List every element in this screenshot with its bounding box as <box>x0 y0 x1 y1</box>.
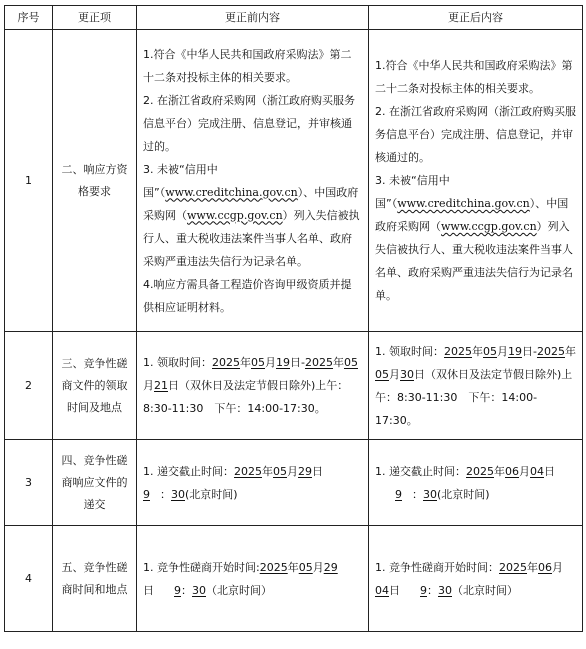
month: 05 <box>375 367 389 381</box>
hour <box>164 584 181 597</box>
year: 2025 <box>466 464 494 478</box>
paragraph <box>375 169 576 307</box>
year: 2025 <box>234 464 262 478</box>
month: 05 <box>343 356 358 369</box>
text: ： <box>160 487 171 501</box>
correction-item: 五、竞争性磋商时间和地点 <box>53 526 137 632</box>
text: 年 <box>564 344 576 358</box>
url-link[interactable]: www.ccgp.gov.cn <box>441 220 537 233</box>
day: 19 <box>276 356 290 369</box>
text: 1. 递交截止时间： <box>143 464 234 478</box>
paragraph: 1.符合《中华人民共和国政府采购法》第二十二条对投标主体的相关要求。 <box>375 59 573 95</box>
text: 1. 递交截止时间： <box>375 464 466 478</box>
text: ）、中国政府采购网（ <box>143 185 359 222</box>
url-link[interactable]: www.creditchina.gov.cn <box>165 185 298 199</box>
row-number: 1 <box>5 30 53 332</box>
text: 日（双休日及法定节假日除外)上午：8:30-11:30 下午：14:00-17:30。 <box>143 379 349 415</box>
url-link[interactable]: www.ccgp.gov.cn <box>187 208 283 222</box>
minute: 30 <box>171 487 185 501</box>
text: 日（双休日及法定节假日除外)上午：8:30-11:30 下午：14:00-17:30。 <box>375 367 573 427</box>
text: 年 <box>527 560 538 574</box>
day: 21 <box>154 379 168 392</box>
paragraph: 1.符合《中华人民共和国政府采购法》第二十二条对投标主体的相关要求。 <box>143 47 352 84</box>
table-row <box>5 440 583 526</box>
month: 05 <box>251 356 265 369</box>
after-content <box>369 30 583 332</box>
minute: 30 <box>438 583 452 597</box>
text: 1. 领取时间： <box>375 344 444 358</box>
year: 2025 <box>536 344 565 358</box>
minute: 30 <box>423 487 437 501</box>
correction-item: 三、竞争性磋商文件的领取时间及地点 <box>53 332 137 440</box>
hour <box>143 488 160 501</box>
text: 日 <box>544 464 555 478</box>
text: 日 <box>143 583 154 597</box>
text: 日 <box>389 583 400 597</box>
text: 年 <box>332 356 344 369</box>
before-content <box>137 526 369 632</box>
text: 1. 领取时间： <box>143 356 212 369</box>
text: （北京时间） <box>206 583 272 597</box>
text: ： <box>412 487 423 501</box>
header-item: 更正项 <box>53 6 137 30</box>
header-before: 更正前内容 <box>137 6 369 30</box>
header-row <box>5 6 583 30</box>
correction-item: 四、竞争性磋商响应文件的递交 <box>53 440 137 526</box>
year: 2025 <box>304 356 333 369</box>
hour-value: 9 <box>420 583 427 597</box>
row-number: 3 <box>5 440 53 526</box>
day: 04 <box>375 583 389 597</box>
paragraph: 2. 在浙江省政府采购网（浙江政府购买服务信息平台）完成注册、信息登记，并审核通过的。 <box>143 93 355 153</box>
day: 19 <box>508 344 522 358</box>
minute: 30 <box>192 583 206 597</box>
month: 06 <box>538 560 552 574</box>
text: 月 <box>552 560 563 574</box>
hour-value: 9 <box>174 583 181 597</box>
text: 3. 未被“信用中国”（ <box>375 174 450 210</box>
table-row <box>5 30 583 332</box>
text: ）列入失信被执行人、重大税收违法案件当事人名单、政府采购严重违法失信行为记录名单。 <box>375 220 573 302</box>
text: ： <box>181 583 192 597</box>
text: （北京时间） <box>452 583 518 597</box>
year: 2025 <box>444 344 472 358</box>
before-content <box>137 440 369 526</box>
hour <box>410 584 427 597</box>
header-no: 序号 <box>5 6 53 30</box>
text: 日- <box>522 344 537 358</box>
text: (北京时间) <box>185 487 238 501</box>
text: 年 <box>262 464 273 478</box>
text: 月 <box>265 356 276 369</box>
month: 06 <box>505 464 519 478</box>
url-link[interactable]: www.creditchina.gov.cn <box>397 197 530 210</box>
text: 月 <box>287 464 298 478</box>
correction-table <box>4 5 583 632</box>
text: 月 <box>312 560 324 574</box>
paragraph: 2. 在浙江省政府采购网（浙江政府购买服务信息平台）完成注册、信息登记，并审核通过的。 <box>375 105 576 164</box>
text: 月 <box>389 367 400 381</box>
text: 1. 竞争性磋商开始时间: <box>143 560 260 574</box>
text: 年 <box>472 344 483 358</box>
text: ）列入失信被执行人、重大税收违法案件当事人名单、政府采购严重违法失信行为记录名单。 <box>143 208 360 268</box>
year: 2025 <box>499 560 527 574</box>
year: 2025 <box>259 560 288 574</box>
day: 29 <box>298 464 312 478</box>
hour-value: 9 <box>143 487 150 501</box>
hour <box>385 488 412 501</box>
text: 月 <box>519 464 530 478</box>
text: 日- <box>290 356 305 369</box>
month: 05 <box>298 560 313 574</box>
text: 月 <box>143 379 154 392</box>
text: ： <box>427 583 438 597</box>
paragraph <box>143 158 362 273</box>
paragraph: 4.响应方需具备工程造价咨询甲级资质并提供相应证明材料。 <box>143 277 352 314</box>
month: 05 <box>273 464 287 478</box>
after-content <box>369 440 583 526</box>
row-number: 4 <box>5 526 53 632</box>
text: 日 <box>312 464 323 478</box>
correction-item: 二、响应方资格要求 <box>53 30 137 332</box>
text: 月 <box>497 344 508 358</box>
day: 04 <box>530 464 544 478</box>
day: 30 <box>400 367 414 381</box>
text: ）、中国政府采购网（ <box>375 197 569 233</box>
text: 年 <box>287 560 299 574</box>
text: (北京时间) <box>437 487 490 501</box>
text: 年 <box>240 356 251 369</box>
after-content <box>369 332 583 440</box>
hour-value: 9 <box>395 487 402 501</box>
text: 3. 未被“信用中国”（ <box>143 162 218 199</box>
text: 年 <box>494 464 505 478</box>
text: 1. 竞争性磋商开始时间： <box>375 560 499 574</box>
header-after: 更正后内容 <box>369 6 583 30</box>
table-row <box>5 526 583 632</box>
year: 2025 <box>212 356 240 369</box>
day: 29 <box>323 560 338 574</box>
after-content <box>369 526 583 632</box>
table-row <box>5 332 583 440</box>
month: 05 <box>483 344 497 358</box>
row-number: 2 <box>5 332 53 440</box>
before-content <box>137 332 369 440</box>
before-content <box>137 30 369 332</box>
